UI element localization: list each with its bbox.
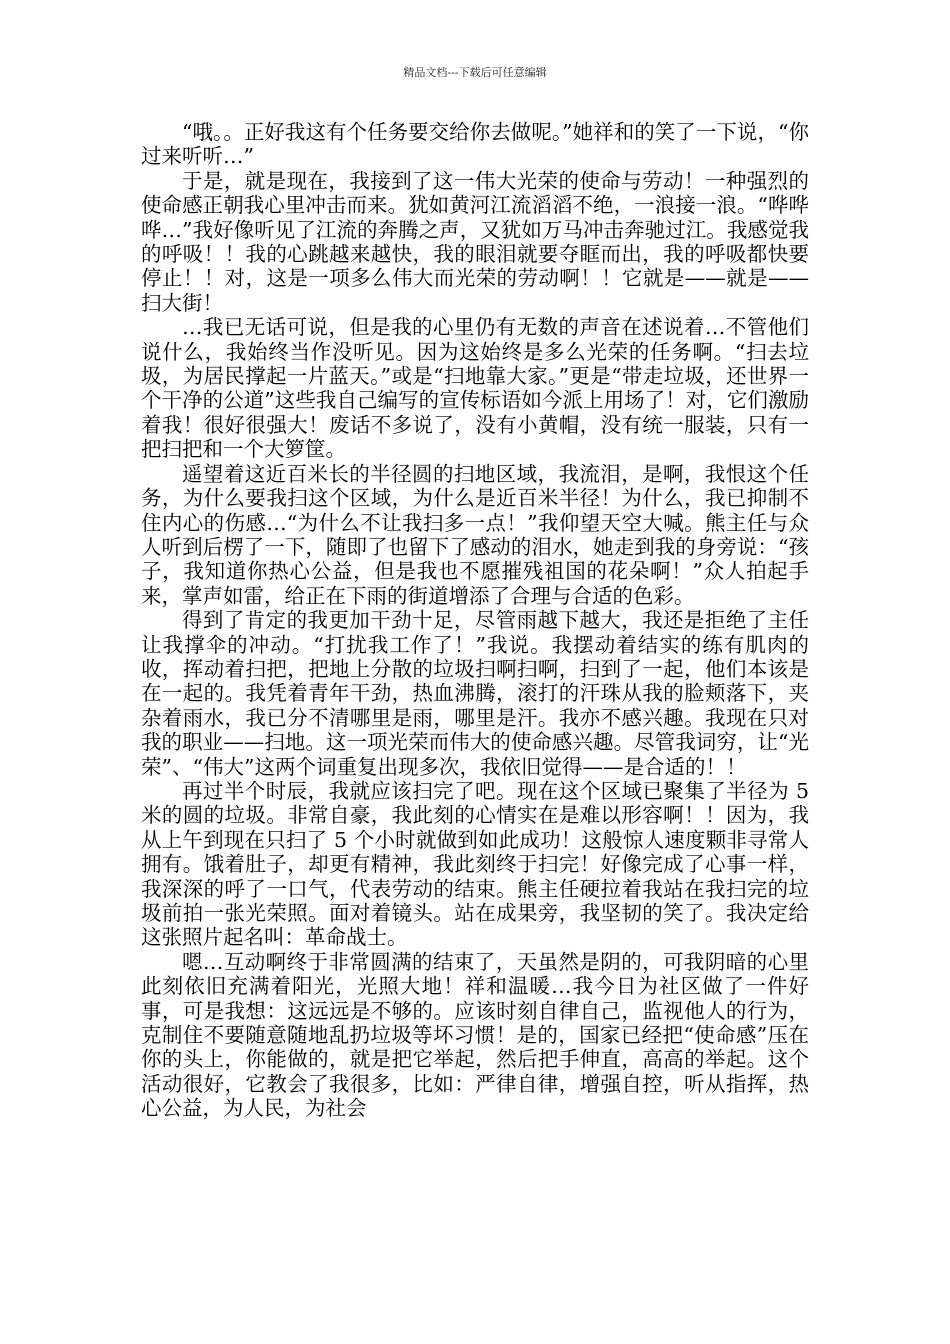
paragraph: …我已无话可说，但是我的心里仍有无数的声音在述说着…不管他们说什么，我始终当作没听见。因为这始终是多么光荣的任务啊。“扫去垃圾，为居民撑起一片蓝天。”或是“扫地靠大家。”更是“带走垃圾，还世界一个干净的公道”这些我自己编写的宣传标语如今派上用场了！对，它们激励着我！很好很强大！废话不多说了，没有小黄帽，没有统一服装，只有一把扫把和一个大箩筐。 — [141, 315, 809, 462]
paragraph: 嗯…互动啊终于非常圆满的结束了，天虽然是阴的，可我阴暗的心里此刻依旧充满着阳光，光照大地！祥和温暖…我今日为社区做了一件好事，可是我想：这远远是不够的。应该时刻自律自己，监视他人的行为，克制住不要随意随地乱扔垃圾等坏习惯！是的，国家已经把“使命感”压在你的头上，你能做的，就是把它举起，然后把手伸直，高高的举起。这个活动很好，它教会了我很多，比如：严律自律，增强自控，听从指挥，热心公益，为人民，为社会 — [141, 949, 809, 1121]
paragraph: “哦。。正好我这有个任务要交给你去做呢。”她祥和的笑了一下说，“你过来听听…” — [141, 120, 809, 169]
document-body — [141, 120, 809, 1121]
page-header: 精品文档---下载后可任意编辑 — [403, 66, 547, 79]
paragraph: 再过半个时辰，我就应该扫完了吧。现在这个区域已聚集了半径为 5 米的圆的垃圾。非常自豪，我此刻的心情实在是难以形容啊！！因为，我从上午到现在只扫了 5 个小时就做到如此成功！这般惊人速度颗非寻常人拥有。饿着肚子，却更有精神，我此刻终于扫完！好像完成了心事一样，我深深的呼了一口气，代表劳动的结束。熊主任硬拉着我站在我扫完的垃圾前拍一张光荣照。面对着镜头。站在成果旁，我坚韧的笑了。我决定给这张照片起名叫：革命战士。 — [141, 778, 809, 950]
paragraph: 遥望着这近百米长的半径圆的扫地区域，我流泪，是啊，我恨这个任务，为什么要我扫这个区域，为什么是近百米半径！为什么，我已抑制不住内心的伤感…“为什么不让我扫多一点！”我仰望天空大喊。熊主任与众人听到后楞了一下，随即了也留下了感动的泪水，她走到我的身旁说：“孩子，我知道你热心公益，但是我也不愿摧残祖国的花朵啊！”众人拍起手来，掌声如雷，给正在下雨的街道增添了合理与合适的色彩。 — [141, 461, 809, 608]
paragraph: 于是，就是现在，我接到了这一伟大光荣的使命与劳动！一种强烈的使命感正朝我心里冲击而来。犹如黄河江流滔滔不绝，一浪接一浪。“哗哗哗…”我好像听见了江流的奔腾之声，又犹如万马冲击奔驰过江。我感觉我的呼吸！！我的心跳越来越快，我的眼泪就要夺眶而出，我的呼吸都快要停止！！对，这是一项多么伟大而光荣的劳动啊！！它就是——就是——扫大街！ — [141, 168, 809, 315]
paragraph: 得到了肯定的我更加干劲十足，尽管雨越下越大，我还是拒绝了主任让我撑伞的冲动。“打扰我工作了！”我说。我摆动着结实的练有肌肉的收，挥动着扫把，把地上分散的垃圾扫啊扫啊，扫到了一起，他们本该是在一起的。我凭着青年干劲，热血沸腾，滚打的汗珠从我的脸颊落下，夹杂着雨水，我已分不清哪里是雨，哪里是汗。我亦不感兴趣。我现在只对我的职业——扫地。这一项光荣而伟大的使命感兴趣。尽管我词穷，让“光荣”、“伟大”这两个词重复出现多次，我依旧觉得——是合适的！！ — [141, 608, 809, 779]
